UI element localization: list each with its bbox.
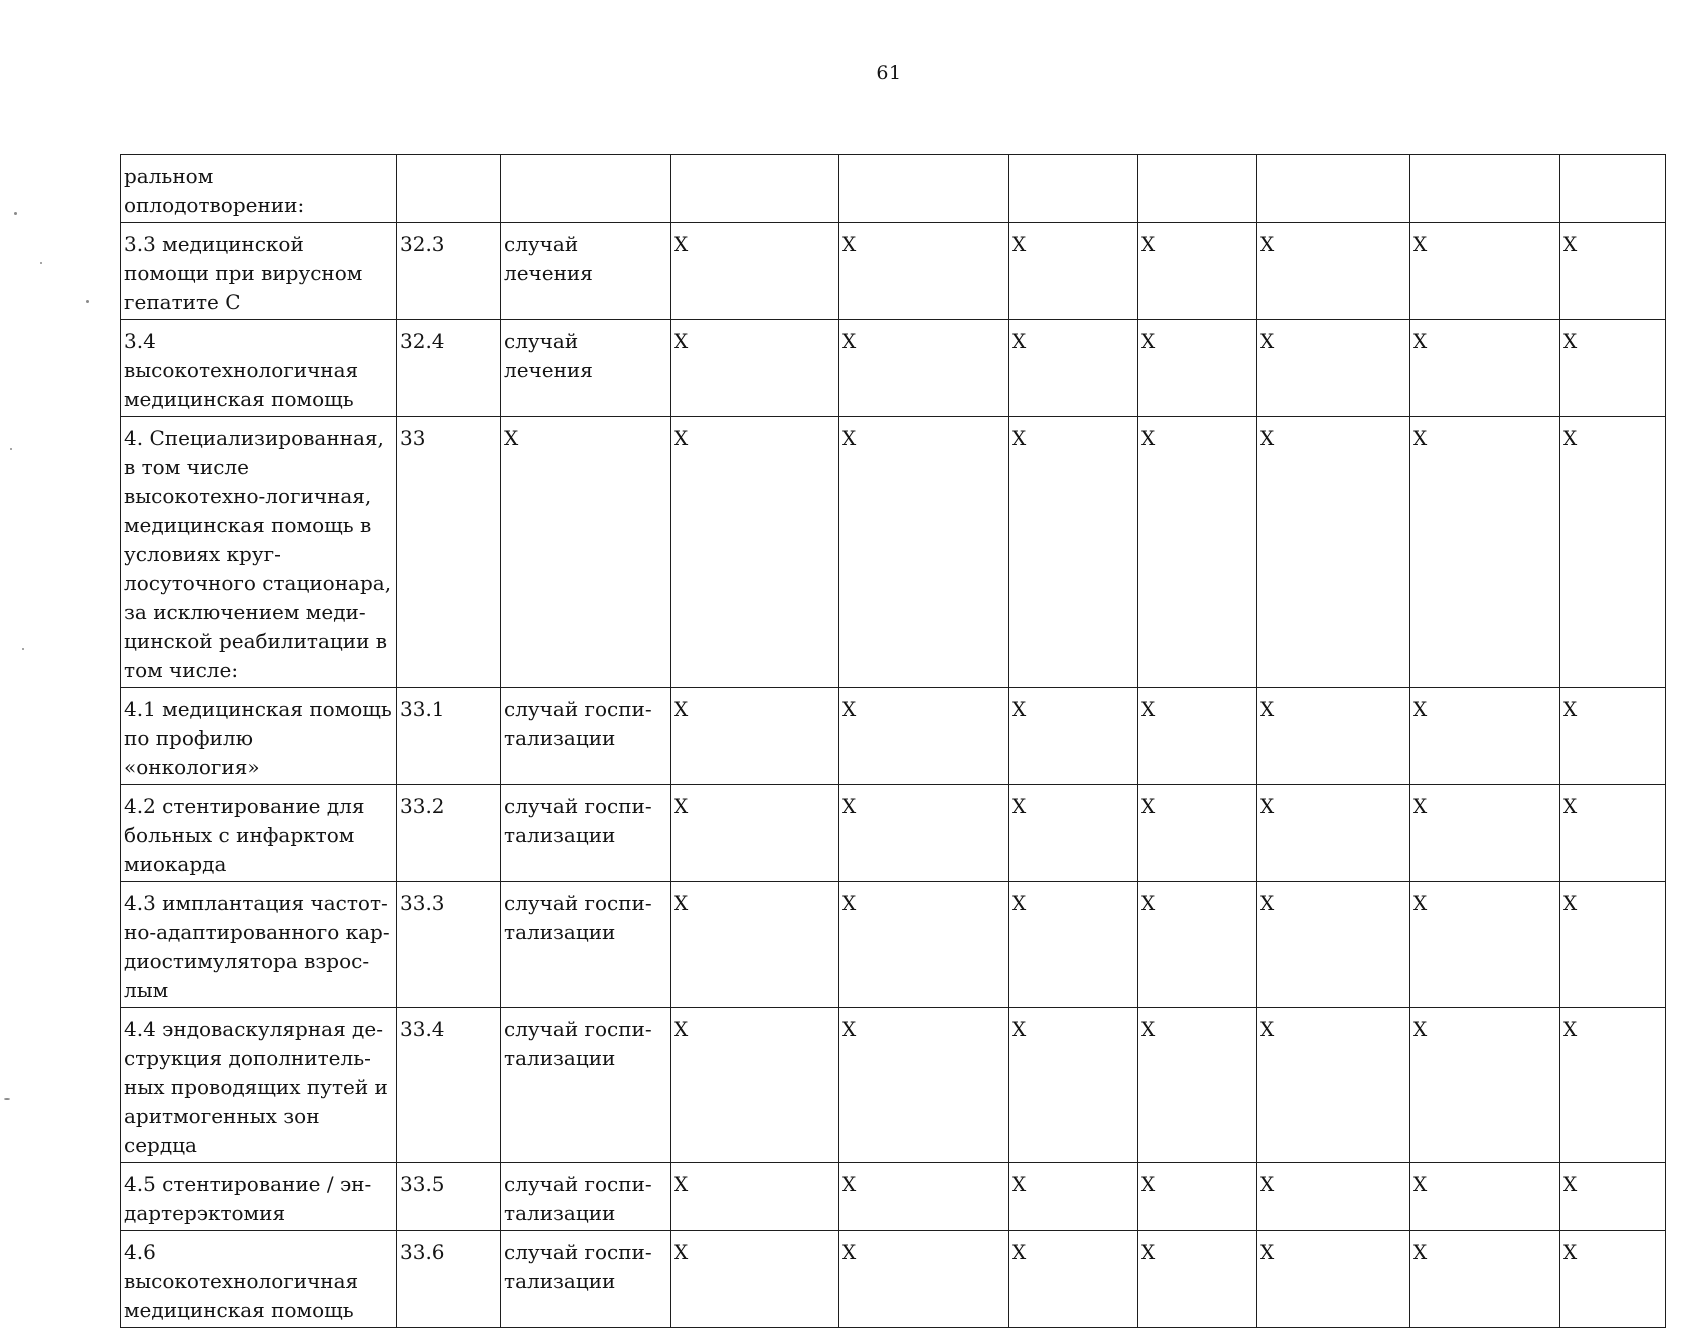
row-unit-cell: случай госпи-тализации bbox=[501, 882, 671, 1008]
row-code-cell: 32.4 bbox=[397, 320, 501, 417]
row-unit-cell bbox=[501, 155, 671, 223]
row-mark-cell: X bbox=[1410, 688, 1560, 785]
row-unit-cell: случай госпи-тализации bbox=[501, 1231, 671, 1328]
row-mark-cell: X bbox=[839, 320, 1009, 417]
row-mark-cell: X bbox=[1138, 223, 1257, 320]
table-row bbox=[121, 882, 1666, 1008]
row-unit-cell: X bbox=[501, 417, 671, 688]
row-mark-cell: X bbox=[1009, 1231, 1138, 1328]
row-code-cell: 32.3 bbox=[397, 223, 501, 320]
row-mark-cell: X bbox=[1138, 320, 1257, 417]
table-row bbox=[121, 320, 1666, 417]
row-mark-cell: X bbox=[1410, 320, 1560, 417]
row-mark-cell: X bbox=[839, 688, 1009, 785]
row-mark-cell: X bbox=[1560, 1163, 1666, 1231]
row-mark-cell: X bbox=[1560, 1008, 1666, 1163]
row-mark-cell bbox=[1138, 155, 1257, 223]
row-mark-cell: X bbox=[1560, 320, 1666, 417]
row-mark-cell: X bbox=[671, 417, 839, 688]
row-mark-cell: X bbox=[839, 1008, 1009, 1163]
row-mark-cell bbox=[671, 155, 839, 223]
row-mark-cell: X bbox=[1138, 1008, 1257, 1163]
row-mark-cell bbox=[1257, 155, 1410, 223]
row-mark-cell: X bbox=[1009, 785, 1138, 882]
row-name-cell: 4.5 стентирование / эн-дартерэктомия bbox=[121, 1163, 397, 1231]
row-unit-cell: случай госпи-тализации bbox=[501, 688, 671, 785]
row-mark-cell: X bbox=[839, 785, 1009, 882]
row-mark-cell: X bbox=[1410, 417, 1560, 688]
row-code-cell: 33 bbox=[397, 417, 501, 688]
row-mark-cell bbox=[839, 155, 1009, 223]
row-mark-cell: X bbox=[839, 223, 1009, 320]
row-mark-cell: X bbox=[839, 1231, 1009, 1328]
row-unit-cell: случай госпи-тализации bbox=[501, 1008, 671, 1163]
row-name-cell: 4.6 высокотехнологичная медицинская помощь bbox=[121, 1231, 397, 1328]
row-mark-cell: X bbox=[1560, 785, 1666, 882]
row-mark-cell: X bbox=[1257, 1008, 1410, 1163]
row-mark-cell: X bbox=[839, 417, 1009, 688]
scan-speck bbox=[14, 212, 17, 215]
row-code-cell: 33.5 bbox=[397, 1163, 501, 1231]
row-mark-cell: X bbox=[1410, 785, 1560, 882]
row-mark-cell: X bbox=[671, 320, 839, 417]
row-mark-cell: X bbox=[1138, 417, 1257, 688]
row-name-cell: 4. Специализированная, в том числе высокотехно-логичная, медицинская помощь в условиях круг-лосуточного стационара, за исключением меди-цинской реабилитации в том числе: bbox=[121, 417, 397, 688]
row-unit-cell: случай лечения bbox=[501, 223, 671, 320]
row-mark-cell: X bbox=[1138, 688, 1257, 785]
table-row bbox=[121, 1008, 1666, 1163]
row-name-cell: 4.3 имплантация частот-но-адаптированного кар-диостимулятора взрос-лым bbox=[121, 882, 397, 1008]
row-mark-cell: X bbox=[1560, 1231, 1666, 1328]
row-mark-cell: X bbox=[1009, 1163, 1138, 1231]
row-mark-cell: X bbox=[1257, 1231, 1410, 1328]
row-mark-cell bbox=[1560, 155, 1666, 223]
row-mark-cell: X bbox=[1009, 1008, 1138, 1163]
row-code-cell: 33.6 bbox=[397, 1231, 501, 1328]
row-code-cell bbox=[397, 155, 501, 223]
row-mark-cell: X bbox=[1138, 882, 1257, 1008]
row-mark-cell: X bbox=[1257, 417, 1410, 688]
row-mark-cell: X bbox=[1138, 1163, 1257, 1231]
scan-speck bbox=[86, 300, 89, 303]
row-mark-cell: X bbox=[839, 1163, 1009, 1231]
row-mark-cell: X bbox=[671, 223, 839, 320]
row-mark-cell: X bbox=[1560, 223, 1666, 320]
data-table bbox=[120, 154, 1666, 1328]
row-code-cell: 33.3 bbox=[397, 882, 501, 1008]
row-name-cell: 4.1 медицинская помощь по профилю «онкология» bbox=[121, 688, 397, 785]
row-name-cell: 3.4 высокотехнологичная медицинская помощь bbox=[121, 320, 397, 417]
table-row bbox=[121, 417, 1666, 688]
row-mark-cell: X bbox=[1009, 882, 1138, 1008]
row-name-cell: 4.4 эндоваскулярная де-струкция дополнитель-ных проводящих путей и аритмогенных зон сердца bbox=[121, 1008, 397, 1163]
table-row bbox=[121, 785, 1666, 882]
row-code-cell: 33.1 bbox=[397, 688, 501, 785]
scan-speck bbox=[10, 448, 12, 450]
row-mark-cell: X bbox=[1410, 1163, 1560, 1231]
row-mark-cell: X bbox=[839, 882, 1009, 1008]
row-unit-cell: случай госпи-тализации bbox=[501, 785, 671, 882]
row-unit-cell: случай госпи-тализации bbox=[501, 1163, 671, 1231]
table-body bbox=[121, 155, 1666, 1328]
row-mark-cell: X bbox=[671, 785, 839, 882]
row-code-cell: 33.4 bbox=[397, 1008, 501, 1163]
row-mark-cell: X bbox=[1560, 688, 1666, 785]
row-mark-cell: X bbox=[1410, 882, 1560, 1008]
row-mark-cell: X bbox=[1009, 223, 1138, 320]
row-mark-cell: X bbox=[1257, 223, 1410, 320]
scan-speck bbox=[4, 1098, 10, 1100]
page-number: 61 bbox=[876, 62, 902, 84]
row-mark-cell: X bbox=[1560, 417, 1666, 688]
row-mark-cell: X bbox=[671, 1008, 839, 1163]
row-mark-cell: X bbox=[1257, 688, 1410, 785]
row-mark-cell: X bbox=[671, 688, 839, 785]
table-row bbox=[121, 155, 1666, 223]
table-row bbox=[121, 223, 1666, 320]
table-row bbox=[121, 1231, 1666, 1328]
row-mark-cell: X bbox=[1009, 688, 1138, 785]
scan-speck bbox=[22, 648, 24, 650]
row-mark-cell: X bbox=[1257, 320, 1410, 417]
row-mark-cell: X bbox=[1138, 1231, 1257, 1328]
row-mark-cell: X bbox=[1257, 882, 1410, 1008]
row-mark-cell: X bbox=[1410, 1231, 1560, 1328]
table-row bbox=[121, 1163, 1666, 1231]
row-mark-cell: X bbox=[1560, 882, 1666, 1008]
scan-speck bbox=[40, 262, 42, 264]
row-unit-cell: случай лечения bbox=[501, 320, 671, 417]
row-mark-cell: X bbox=[1410, 223, 1560, 320]
row-mark-cell: X bbox=[1138, 785, 1257, 882]
table-row bbox=[121, 688, 1666, 785]
row-mark-cell: X bbox=[1410, 1008, 1560, 1163]
row-mark-cell: X bbox=[671, 1163, 839, 1231]
row-name-cell: 4.2 стентирование для больных с инфарктом миокарда bbox=[121, 785, 397, 882]
row-mark-cell: X bbox=[1009, 417, 1138, 688]
row-mark-cell: X bbox=[1009, 320, 1138, 417]
row-mark-cell: X bbox=[1257, 1163, 1410, 1231]
row-mark-cell: X bbox=[671, 1231, 839, 1328]
row-mark-cell: X bbox=[1257, 785, 1410, 882]
row-code-cell: 33.2 bbox=[397, 785, 501, 882]
row-name-cell: ральном оплодотворении: bbox=[121, 155, 397, 223]
row-mark-cell bbox=[1009, 155, 1138, 223]
row-mark-cell bbox=[1410, 155, 1560, 223]
row-mark-cell: X bbox=[671, 882, 839, 1008]
row-name-cell: 3.3 медицинской помощи при вирусном гепатите С bbox=[121, 223, 397, 320]
